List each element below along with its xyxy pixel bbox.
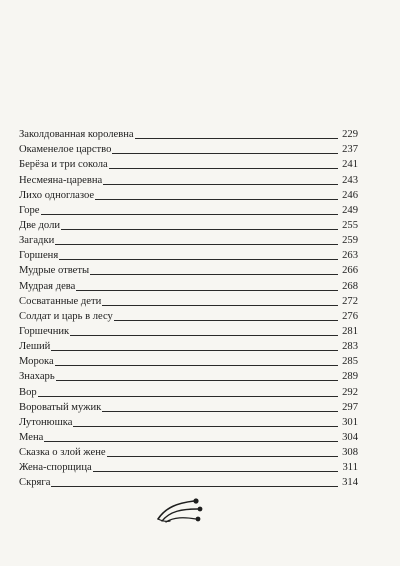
toc-entry-page: 297 (342, 401, 358, 413)
toc-entry-page: 314 (342, 477, 358, 489)
toc-entry (19, 338, 358, 353)
toc-entry (19, 171, 358, 186)
toc-entry-title: Горшечник (19, 325, 70, 337)
toc-leader-line (114, 320, 338, 321)
toc-entry (19, 277, 358, 292)
toc-entry-title: Вор (19, 386, 37, 398)
toc-entry (19, 383, 358, 398)
toc-entry-title: Солдат и царь в лесу (19, 310, 113, 322)
toc-entry-page: 241 (342, 159, 358, 171)
toc-entry-title: Окаменелое царство (19, 144, 112, 156)
toc-leader-line (38, 396, 338, 397)
toc-entry-title: Мудрые ответы (19, 265, 90, 277)
toc-entry-page: 311 (342, 462, 358, 474)
toc-entry (19, 187, 358, 202)
toc-entry (19, 293, 358, 308)
toc-leader-line (51, 350, 338, 351)
toc-entry (19, 126, 358, 141)
toc-entry-page: 268 (342, 280, 358, 292)
toc-leader-line (112, 153, 338, 154)
toc-entry-title: Заколдованная королевна (19, 129, 134, 141)
toc-entry-page: 266 (342, 265, 358, 277)
toc-entry-page: 229 (342, 129, 358, 141)
toc-entry (19, 414, 358, 429)
toc-leader-line (93, 471, 338, 472)
toc-entry (19, 429, 358, 444)
toc-entry-title: Несмеяна-царевна (19, 174, 103, 186)
toc-entry-title: Морока (19, 356, 54, 368)
toc-entry (19, 232, 358, 247)
toc-leader-line (51, 486, 338, 487)
toc-entry-page: 259 (342, 235, 358, 247)
toc-entry (19, 368, 358, 383)
toc-entry-page: 301 (342, 416, 358, 428)
toc-entry (19, 308, 358, 323)
toc-entry-title: Загадки (19, 235, 55, 247)
toc-leader-line (73, 426, 338, 427)
toc-leader-line (44, 441, 338, 442)
toc-entry-page: 249 (342, 204, 358, 216)
toc-entry-page: 308 (342, 447, 358, 459)
toc-entry (19, 262, 358, 277)
toc-entry (19, 474, 358, 489)
toc-leader-line (103, 184, 338, 185)
toc-entry-title: Горе (19, 204, 40, 216)
toc-entry (19, 217, 358, 232)
toc-leader-line (109, 168, 338, 169)
toc-entry (19, 141, 358, 156)
toc-entry-page: 281 (342, 325, 358, 337)
toc-entry-page: 285 (342, 356, 358, 368)
toc-entry (19, 323, 358, 338)
toc-leader-line (102, 411, 338, 412)
toc-entry-title: Берёза и три сокола (19, 159, 108, 171)
toc-entry-page: 292 (342, 386, 358, 398)
toc-entry-title: Мудрая дева (19, 280, 76, 292)
toc-entry-page: 283 (342, 341, 358, 353)
toc-leader-line (102, 305, 338, 306)
toc-leader-line (55, 244, 338, 245)
toc-entry (19, 459, 358, 474)
toc-entry-title: Скряга (19, 477, 51, 489)
toc-entry-title: Лутонюшка (19, 416, 73, 428)
toc-leader-line (107, 456, 338, 457)
toc-leader-line (56, 380, 338, 381)
toc-leader-line (55, 365, 338, 366)
toc-entry-title: Жена-спорщица (19, 462, 92, 474)
toc-entry (19, 399, 358, 414)
toc-entry (19, 247, 358, 262)
table-of-contents (19, 126, 358, 489)
toc-leader-line (135, 138, 338, 139)
toc-leader-line (59, 259, 338, 260)
toc-entry-page: 237 (342, 144, 358, 156)
toc-entry (19, 156, 358, 171)
toc-entry (19, 444, 358, 459)
toc-entry-title: Лихо одноглазое (19, 189, 95, 201)
toc-entry-page: 289 (342, 371, 358, 383)
toc-leader-line (95, 199, 338, 200)
toc-entry-title: Мена (19, 431, 44, 443)
toc-entry-page: 255 (342, 219, 358, 231)
toc-entry-title: Сосватанные дети (19, 295, 102, 307)
toc-entry-title: Леший (19, 341, 51, 353)
toc-entry-page: 246 (342, 189, 358, 201)
toc-entry-title: Горшеня (19, 250, 59, 262)
toc-entry-title: Две доли (19, 219, 61, 231)
toc-entry (19, 353, 358, 368)
toc-leader-line (70, 335, 338, 336)
toc-entry-page: 263 (342, 250, 358, 262)
toc-entry-page: 304 (342, 431, 358, 443)
toc-entry (19, 202, 358, 217)
toc-leader-line (41, 214, 339, 215)
toc-entry-page: 243 (342, 174, 358, 186)
toc-entry-page: 276 (342, 310, 358, 322)
toc-leader-line (90, 274, 338, 275)
toc-entry-title: Сказка о злой жене (19, 447, 106, 459)
toc-leader-line (76, 290, 338, 291)
toc-entry-page: 272 (342, 295, 358, 307)
toc-entry-title: Знахарь (19, 371, 55, 383)
toc-entry-title: Вороватый мужик (19, 401, 102, 413)
floral-flourish-icon (156, 497, 208, 525)
toc-leader-line (61, 229, 338, 230)
